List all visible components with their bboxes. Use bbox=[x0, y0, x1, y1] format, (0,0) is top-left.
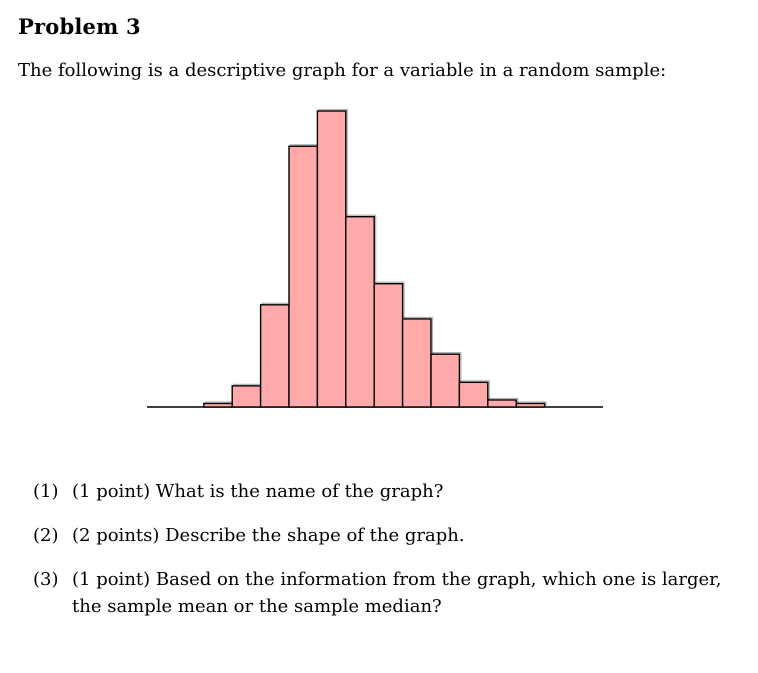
question-number: (2) bbox=[33, 525, 59, 546]
histogram-bar bbox=[488, 400, 516, 407]
histogram-bar bbox=[289, 146, 317, 407]
histogram-bar bbox=[403, 319, 431, 407]
problem-title: Problem 3 bbox=[18, 14, 141, 39]
histogram-bar bbox=[374, 284, 402, 407]
question-number: (3) bbox=[33, 569, 59, 590]
histogram-bar bbox=[431, 354, 459, 407]
problem-intro: The following is a descriptive graph for a variable in a random sample: bbox=[18, 60, 667, 81]
histogram-bar bbox=[459, 382, 487, 407]
question-text: (2 points) Describe the shape of the graph. bbox=[72, 525, 465, 546]
histogram-bar bbox=[346, 217, 374, 407]
question-text: (1 point) What is the name of the graph? bbox=[72, 481, 444, 502]
question-list bbox=[33, 478, 743, 637]
histogram-bar bbox=[261, 305, 289, 407]
question-2 bbox=[33, 522, 743, 549]
question-3 bbox=[33, 566, 743, 620]
histogram-bar bbox=[317, 111, 345, 407]
histogram-bar bbox=[516, 403, 544, 407]
histogram-bar bbox=[204, 403, 232, 407]
histogram-bar bbox=[232, 386, 260, 407]
question-number: (1) bbox=[33, 481, 59, 502]
question-text: (1 point) Based on the information from the graph, which one is larger, the sample mean or the sample median? bbox=[72, 569, 722, 617]
question-1 bbox=[33, 478, 743, 505]
